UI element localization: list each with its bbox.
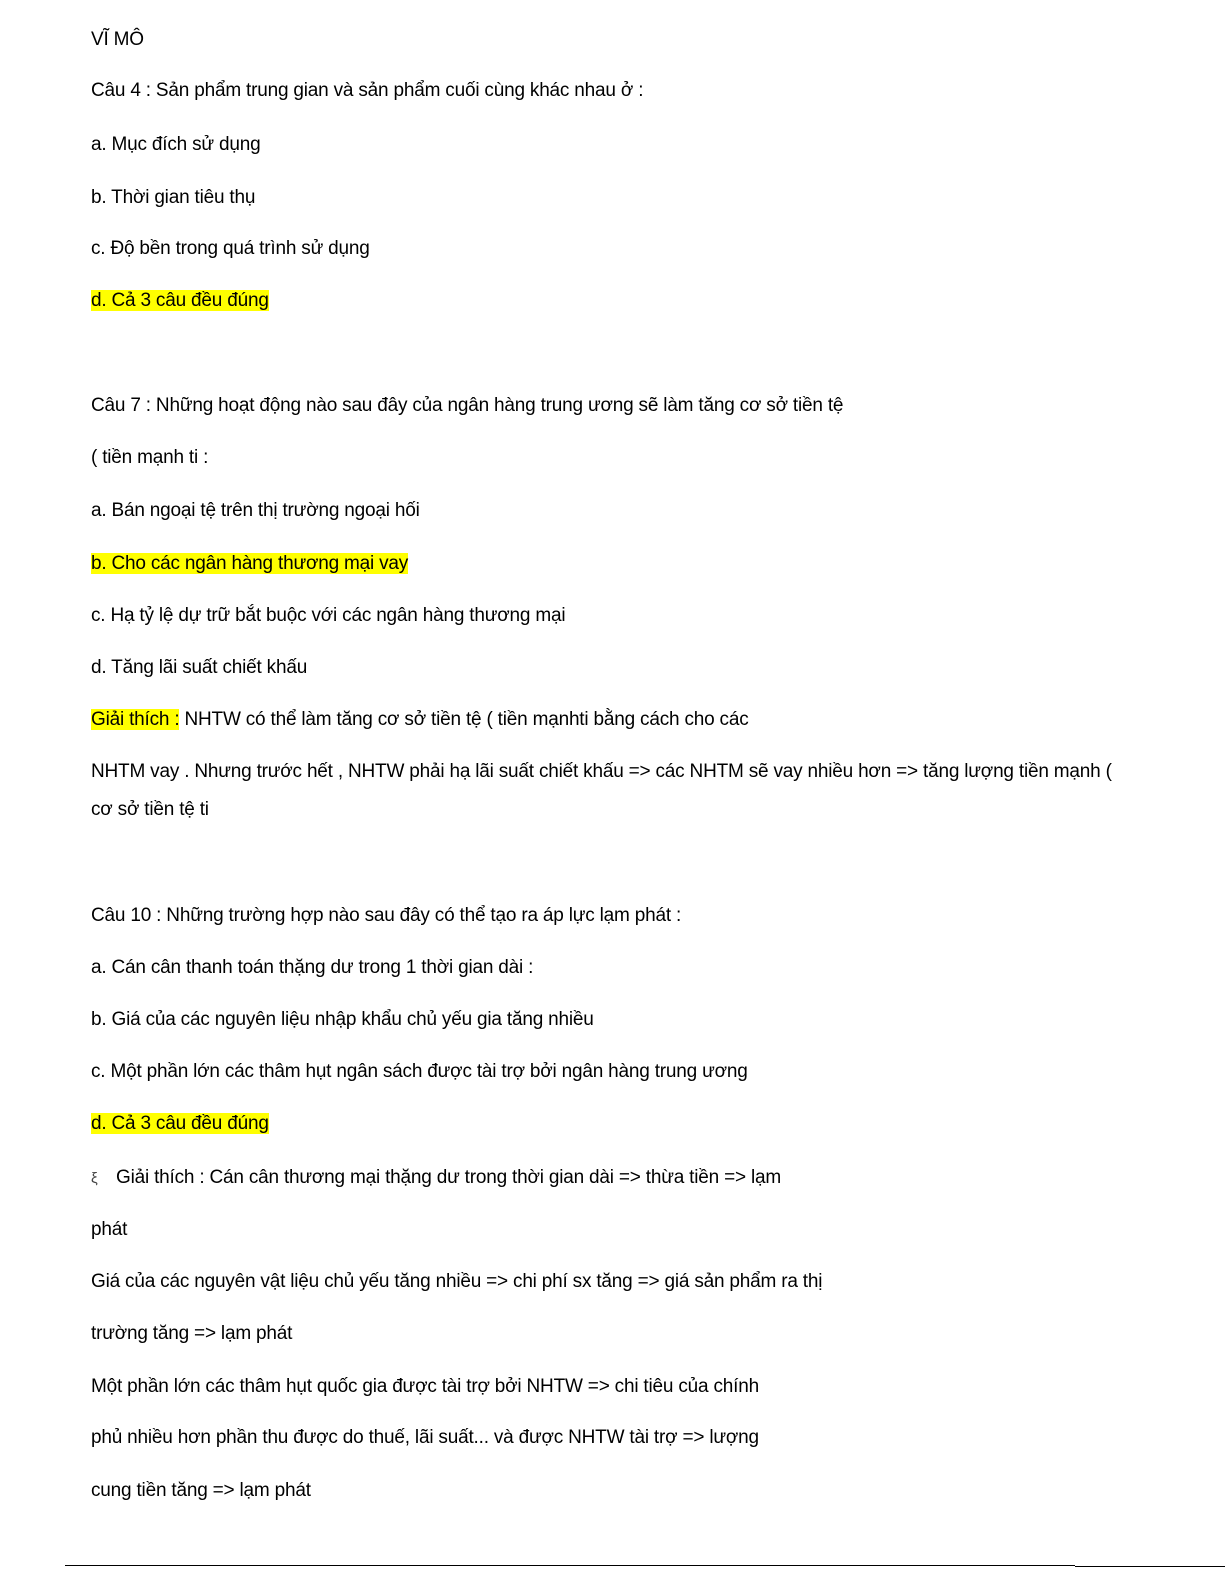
- q10-option-b: b. Giá của các nguyên liệu nhập khẩu chủ yếu gia tăng nhiều: [91, 1009, 594, 1030]
- explanation-label: Giải thích :: [91, 709, 180, 730]
- q7-question-cont: ( tiền mạnh ti :: [91, 447, 209, 468]
- page-divider: [1075, 1566, 1225, 1567]
- q10-explanation-line: phủ nhiều hơn phần thu được do thuế, lãi suất... và được NHTW tài trợ => lượng: [91, 1427, 759, 1448]
- explanation-text: Giải thích : Cán cân thương mại thặng dư trong thời gian dài => thừa tiền => lạm: [116, 1167, 781, 1188]
- q10-explanation-line: cung tiền tăng => lạm phát: [91, 1480, 311, 1501]
- q7-option-c: c. Hạ tỷ lệ dự trữ bắt buộc với các ngân hàng thương mại: [91, 605, 566, 626]
- answer-highlight: d. Cả 3 câu đều đúng: [91, 1113, 269, 1134]
- q10-option-a: a. Cán cân thanh toán thặng dư trong 1 thời gian dài :: [91, 957, 534, 978]
- q4-option-a: a. Mục đích sử dụng: [91, 134, 261, 155]
- document-title: VĨ MÔ: [91, 29, 144, 50]
- q7-explanation: [91, 708, 749, 732]
- q4-option-d-answer: [91, 289, 269, 313]
- q4-option-b: b. Thời gian tiêu thụ: [91, 187, 256, 208]
- q10-explanation-line: phát: [91, 1219, 128, 1240]
- answer-highlight: b. Cho các ngân hàng thương mại vay: [91, 553, 409, 574]
- q7-option-b-answer: [91, 552, 408, 576]
- q10-option-c: c. Một phần lớn các thâm hụt ngân sách được tài trợ bởi ngân hàng trung ương: [91, 1061, 748, 1082]
- q10-explanation-line: Giá của các nguyên vật liệu chủ yếu tăng nhiều => chi phí sx tăng => giá sản phẩm ra thị: [91, 1271, 823, 1292]
- answer-highlight: d. Cả 3 câu đều đúng: [91, 290, 269, 311]
- q10-question: Câu 10 : Những trường hợp nào sau đây có thể tạo ra áp lực lạm phát :: [91, 905, 682, 926]
- q10-explanation-line: trường tăng => lạm phát: [91, 1323, 293, 1344]
- q4-option-c: c. Độ bền trong quá trình sử dụng: [91, 238, 370, 259]
- q7-option-d: d. Tăng lãi suất chiết khấu: [91, 657, 308, 678]
- q10-option-d-answer: [91, 1112, 269, 1136]
- q4-question: Câu 4 : Sản phẩm trung gian và sản phẩm cuối cùng khác nhau ở :: [91, 80, 644, 101]
- q7-question: Câu 7 : Những hoạt động nào sau đây của ngân hàng trung ương sẽ làm tăng cơ sở tiền tệ: [91, 395, 844, 416]
- q10-explanation: [91, 1166, 781, 1191]
- q7-explanation-cont: NHTM vay . Nhưng trước hết , NHTW phải hạ lãi suất chiết khấu => các NHTM sẽ vay nhiều hơn => tăng lượng tiền mạnh ( cơ sở tiền tệ ti: [91, 761, 1112, 820]
- bullet-icon: ξ: [91, 1170, 98, 1187]
- page-divider: [65, 1565, 1075, 1566]
- q7-option-a: a. Bán ngoại tệ trên thị trường ngoại hối: [91, 500, 420, 521]
- explanation-text: NHTW có thể làm tăng cơ sở tiền tệ ( tiền mạnhti bằng cách cho các: [179, 709, 749, 730]
- q10-explanation-line: Một phần lớn các thâm hụt quốc gia được tài trợ bởi NHTW => chi tiêu của chính: [91, 1376, 759, 1397]
